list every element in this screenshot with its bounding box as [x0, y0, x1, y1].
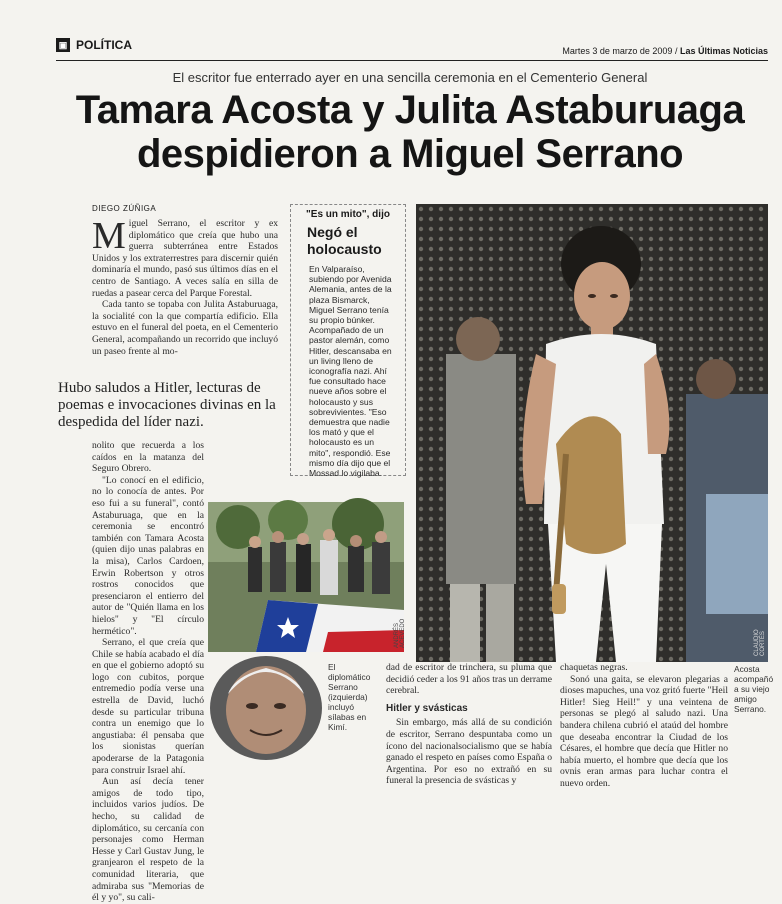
paragraph: Serrano, el que creía que Chile se había acabado el día en que el gobierno adoptó su logo con cubitos, porque entremedio podía verse una estrella de David, luchó desde su particular tribuna contra un enemigo que lo angustiaba: él pensaba que los sionistas querían apoderarse de la Patagonia para construir Israel ahí.: [92, 637, 204, 776]
paragraph: Miguel Serrano, el escritor y ex diplomático que creía que hubo una guerra subterránea entre Estados Unidos y los extraterrestres para discernir quién dominaría el mundo, pasó sus últimos días en el centro de Santiago. A veces salía en silla de ruedas a pasear cerca del Parque Forestal.: [92, 215, 278, 299]
dateline: [562, 46, 768, 56]
main-photo-caption: Acosta acompañó a su viejo amigo Serrano.: [734, 664, 774, 714]
headline: [60, 88, 760, 176]
funeral-photo-image: [208, 502, 404, 652]
byline: DIEGO ZÚÑIGA: [92, 204, 157, 213]
sidebar-box: [290, 204, 406, 479]
pull-quote: Hubo saludos a Hitler, lecturas de poemas e invocaciones divinas en la despedida del líder nazi.: [58, 380, 276, 430]
sidebar-tag: "Es un mito", dijo: [306, 209, 390, 220]
section-icon: ▣: [56, 38, 70, 52]
photo-credit: CLAUDIO CORTÉS: [754, 629, 766, 656]
section-name: POLÍTICA: [76, 38, 132, 52]
dateline-separator: /: [674, 46, 678, 56]
article-col1-bottom: [92, 440, 204, 904]
portrait-image: [208, 654, 324, 762]
paragraph: "Lo conocí en el edificio, no lo conocía de antes. Por eso fui a su funeral", contó Astaburuaga, que en la ceremonia se encontró también con Tamara Acosta (quien dijo unas palabras en la misa), Carlos Cardoen, Erwin Robertson y otros rostros conocidos que presenciaron el entierro del autor de "Quién llama en los hielos" y "El círculo hermético".: [92, 474, 204, 637]
article-col3: [386, 662, 552, 798]
newspaper-name: Las Últimas Noticias: [679, 46, 768, 56]
header-rule: [56, 60, 768, 61]
paragraph: Cada tanto se topaba con Julita Astaburuaga, la socialité con la que compartía edificio. Ella estuvo en el funeral del poeta, en el Cementerio General, acompañando un recorrido que incluyó un paseo frente al mo-: [92, 299, 278, 357]
article-col1-top: [92, 215, 278, 357]
paragraph: Sonó una gaita, se elevaron plegarias a dioses mapuches, una voz gritó fuerte "Heil Hitler! Sieg Heil!" y una veintena de personas se plegó al saludo nazi. Una bandera chilena cubrió el ataúd del hombre que deseaba encontrar la Ciudad de los Césares, el hombre que decía que Hitler no había muerto, el hombre que decía que los ovnis eran armas para luchar contra el nuevo orden.: [560, 673, 728, 789]
paragraph: chaquetas negras.: [560, 662, 628, 673]
issue-date: Martes 3 de marzo de 2009: [562, 46, 673, 56]
drop-cap: M: [92, 215, 126, 257]
paragraph: dad de escritor de trinchera, su pluma que decidió ceder a los 91 años tras un derrame cerebral.: [386, 662, 552, 697]
funeral-photo: [208, 502, 404, 652]
kicker: El escritor fue enterrado ayer en una sencilla ceremonia en el Cementerio General: [172, 70, 648, 85]
headline-line-2: despidieron a Miguel Serrano: [136, 132, 684, 176]
main-photo-image: [416, 204, 768, 662]
sidebar-title: Negó el holocausto: [307, 224, 382, 257]
paragraph: Aun así decía tener amigos de todo tipo, incluidos varios judíos. De hecho, su calidad de diplomático, su cercanía con personajes como Herman Hesse y Carl Gustav Jung, le granjearon el respeto de la comunidad literaria, que admiraba sus "Memorias de él y yo", su cali-: [92, 776, 204, 904]
headline-line-1: Tamara Acosta y Julita Astaburuaga: [75, 88, 745, 132]
photo-credit: ANDRÉS ACEVEDO: [394, 618, 406, 648]
section-label: [56, 38, 132, 52]
paragraph: nolito que recuerda a los caídos en la matanza del Seguro Obrero.: [92, 440, 204, 475]
serrano-portrait: [208, 654, 324, 762]
sidebar-body: En Valparaíso, subiendo por Avenida Alemania, antes de la plaza Bismarck, Miguel Serrano tenía su propio búnker. Acompañado de un pastor alemán, como Hitler, descansaba en un living lleno de iconografía nazi. Ahí fue consultado hace nueve años sobre el holocausto y sus sobrevivientes. "Eso demuestra que nadie los mató y que el holocausto es un mito", respondió. Ese mismo día dijo que el Mossad lo vigilaba.: [309, 264, 392, 479]
subhead: Hitler y svásticas: [386, 702, 468, 714]
main-photo: [416, 204, 768, 662]
paragraph: Sin embargo, más allá de su condición de escritor, Serrano despuntaba como un ícono del nacionalsocialismo que se había ganado el respeto en países como España o Argentina. Por eso no extrañó en su funeral la presencia de svásticas y: [386, 717, 552, 787]
portrait-caption: El diplomático Serrano (izquierda) incluyó sílabas en Kimí.: [328, 662, 371, 732]
article-col4: [560, 662, 728, 798]
